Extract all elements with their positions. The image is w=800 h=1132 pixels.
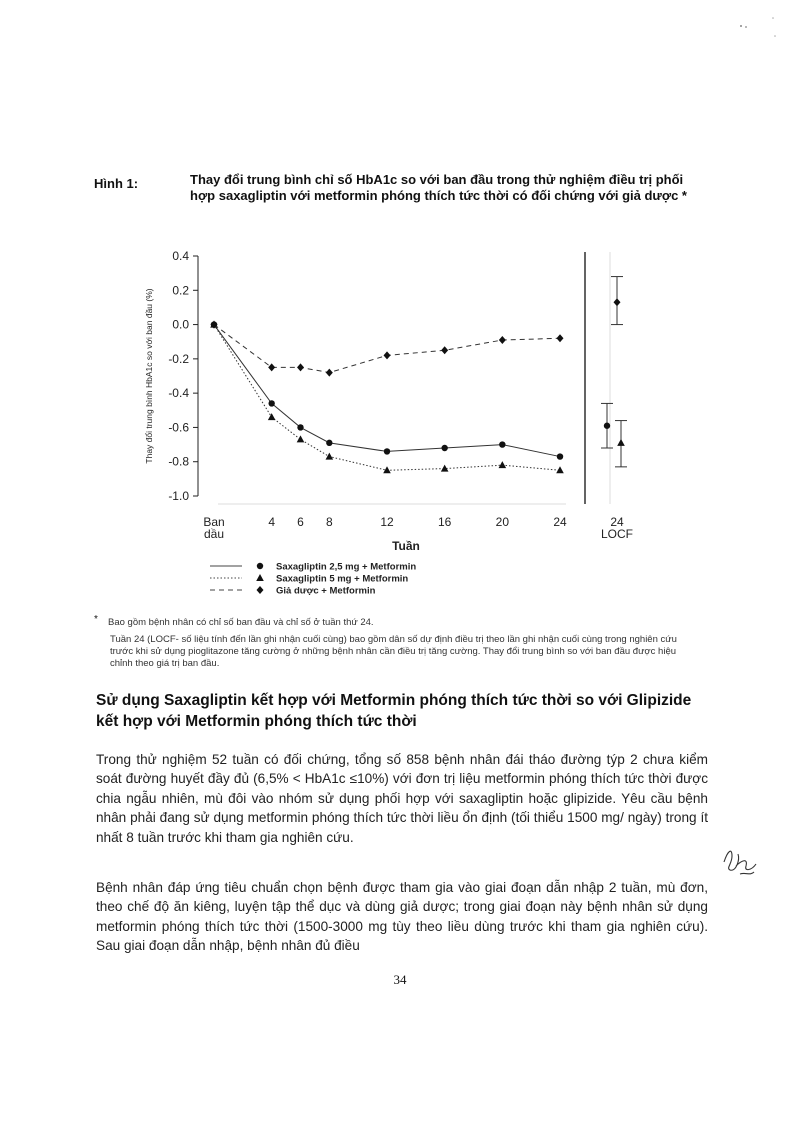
series-3-point: [268, 363, 275, 371]
series-1-point: [297, 424, 303, 430]
legend-marker-1: [257, 563, 263, 569]
locf-point-2: [617, 439, 625, 446]
y-tick-label: -1.0: [168, 489, 189, 503]
x-tick-label: 6: [297, 515, 304, 529]
series-1-point: [268, 400, 274, 406]
x-tick-label: 24: [553, 515, 567, 529]
handwritten-initials: [718, 842, 762, 882]
series-3-point: [499, 336, 506, 344]
y-tick-label: -0.2: [168, 351, 189, 366]
series-1-point: [384, 448, 390, 454]
series-3-point: [297, 363, 304, 371]
x-tick-label: 4: [268, 515, 276, 529]
y-tick-label: 0.0: [172, 317, 189, 332]
y-tick-label: 0.2: [172, 283, 189, 298]
paragraph-2: Bệnh nhân đáp ứng tiêu chuẩn chọn bệnh được tham gia vào giai đoạn dẫn nhập 2 tuần, mù đơn, theo chế độ ăn kiêng, luyện tập thể dục và dùng giả dược; trong giai đoạn này bệnh nhân sử dụng metformin phóng thích tức thời (1500-3000 mg tùy theo liều dùng trước khi tham gia nghiên cứu). Sau giai đoạn dẫn nhập, bệnh nhân đủ điều: [96, 880, 708, 954]
series-3-point: [557, 334, 564, 342]
locf-tick-label: LOCF: [600, 527, 634, 541]
section-heading: Sử dụng Saxagliptin kết hợp với Metformin phóng thích tức thời so với Glipizide kết hợp với Metformin phóng thích tức thời: [96, 692, 692, 730]
series-2-point: [499, 461, 507, 468]
legend-marker-2: [256, 574, 264, 581]
y-tick-label: -0.6: [168, 420, 189, 435]
y-tick-label: -0.8: [168, 454, 189, 469]
series-1-point: [557, 453, 563, 459]
footnote-1: Bao gồm bệnh nhân có chỉ số ban đầu và chỉ số ở tuần thứ 24.: [108, 617, 374, 628]
x-axis-label: Tuần: [392, 539, 420, 553]
locf-point-3: [614, 298, 621, 306]
series-line-3: [214, 325, 560, 373]
x-tick-label: 16: [437, 515, 452, 529]
legend-label-2: Saxagliptin 5 mg + Metformin: [276, 573, 409, 585]
page-number: 34: [393, 972, 407, 987]
series-1-point: [326, 440, 332, 446]
x-tick-label: 12: [380, 515, 394, 529]
series-1-point: [441, 445, 447, 451]
series-line-1: [214, 325, 560, 457]
legend-label-3: Giả dược + Metformin: [276, 585, 376, 597]
series-3-point: [326, 369, 333, 377]
y-tick-label: 0.4: [172, 249, 189, 263]
paragraph-1: Trong thử nghiệm 52 tuần có đối chứng, tổng số 858 bệnh nhân đái tháo đường týp 2 chưa kiểm soát đường huyết đầy đủ (6,5% < HbA1c ≤10%) với đơn trị liệu metformin phóng thích tức thời được chia ngẫu nhiên, mù đôi vào nhóm sử dụng phối hợp với saxagliptin hoặc glipizide. Yêu cầu bệnh nhân phải đang sử dụng metformin phóng thích tức thời liều ổn định (tối thiểu 1500 mg/ ngày) trong ít nhất 8 tuần trước khi tham gia nghiên cứu.: [96, 752, 708, 845]
x-tick-label: dầu: [203, 527, 225, 541]
locf-point-1: [604, 423, 610, 429]
figure-label: Hình 1:: [94, 176, 139, 191]
legend-marker-3: [257, 586, 264, 594]
x-tick-label: Ban: [203, 515, 225, 529]
series-3-point: [441, 346, 448, 354]
series-2-point: [268, 413, 276, 420]
y-tick-label: -0.4: [168, 386, 189, 401]
series-1-point: [499, 441, 505, 447]
series-2-point: [297, 435, 305, 442]
legend-label-1: Saxagliptin 2,5 mg + Metformin: [276, 561, 417, 573]
scan-marks: [735, 14, 785, 44]
series-2-point: [556, 466, 564, 473]
series-2-point: [326, 453, 334, 460]
series-3-point: [384, 351, 391, 359]
locf-tick-label: 24: [610, 515, 624, 529]
x-tick-label: 20: [495, 515, 510, 529]
y-axis-label: Thay đổi trung bình HbA1c so với ban đầu (%): [144, 288, 154, 464]
footnote-2: Tuần 24 (LOCF- số liệu tính đến lần ghi nhận cuối cùng) bao gồm dân số dự định điều trị theo lần ghi nhận cuối cùng trong nghiên cứu trước khi sử dụng pioglitazone tăng cường ở những bệnh nhân cần điều trị tăng cường. Thay đổi trung bình so với ban đầu được hiệu chỉnh theo giá trị ban đầu.: [110, 634, 677, 669]
figure-title: Thay đổi trung bình chỉ số HbA1c so với ban đầu trong thử nghiệm điều trị phối hợp saxagliptin với metformin phóng thích tức thời có đối chứng với giả dược *: [190, 172, 687, 203]
footnote-star: *: [94, 614, 98, 625]
x-tick-label: 8: [325, 515, 333, 529]
hba1c-chart: [130, 240, 660, 610]
